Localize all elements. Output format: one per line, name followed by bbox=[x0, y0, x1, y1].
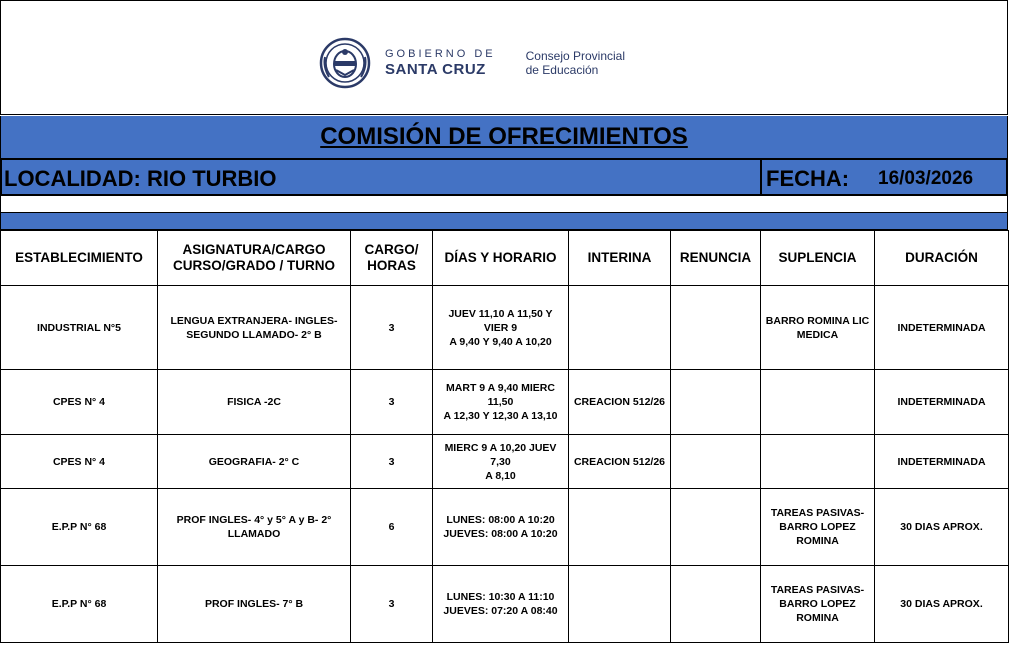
cell-suplencia-line2: BARRO LOPEZ bbox=[779, 521, 856, 533]
cell-suplencia bbox=[761, 489, 875, 566]
cell-suplencia-line3: ROMINA bbox=[796, 535, 839, 547]
santa-cruz-seal-icon bbox=[319, 37, 371, 89]
cell-establecimiento: CPES N° 4 bbox=[1, 435, 158, 489]
cell-duracion: INDETERMINADA bbox=[875, 435, 1009, 489]
fecha-box bbox=[760, 160, 1008, 194]
cell-asignatura bbox=[158, 286, 351, 370]
cell-suplencia-line1: TAREAS PASIVAS- bbox=[770, 584, 865, 596]
cell-duracion: INDETERMINADA bbox=[875, 286, 1009, 370]
localidad-label: LOCALIDAD: RIO TURBIO bbox=[4, 166, 277, 191]
cell-dias bbox=[433, 489, 569, 566]
cell-dias-line2: A 8,10 bbox=[485, 469, 516, 482]
cell-dias bbox=[433, 435, 569, 489]
col-header-cargo-line1: CARGO/ bbox=[364, 242, 419, 257]
cell-horas: 6 bbox=[351, 489, 433, 566]
consejo-line2: de Educación bbox=[525, 63, 599, 77]
cell-dias-line1: JUEV 11,10 A 11,50 Y VIER 9 bbox=[448, 307, 553, 334]
cell-dias-line1: MART 9 A 9,40 MIERC 11,50 bbox=[446, 382, 555, 408]
cell-horas: 3 bbox=[351, 435, 433, 489]
cell-suplencia-line3: ROMINA bbox=[796, 612, 839, 624]
cell-interina bbox=[569, 566, 671, 643]
table-row bbox=[1, 435, 1009, 489]
col-header-interina: INTERINA bbox=[569, 231, 671, 286]
cell-renuncia bbox=[671, 566, 761, 643]
table-row bbox=[1, 286, 1009, 370]
gobierno-line2: SANTA CRUZ bbox=[385, 61, 486, 78]
col-header-establecimiento: ESTABLECIMIENTO bbox=[1, 231, 158, 286]
cell-dias-line2: JUEVES: 07:20 A 08:40 bbox=[443, 605, 558, 617]
col-header-renuncia: RENUNCIA bbox=[671, 231, 761, 286]
gobierno-line1: GOBIERNO DE bbox=[385, 48, 496, 60]
cell-horas: 3 bbox=[351, 370, 433, 435]
title-band bbox=[0, 116, 1008, 158]
cell-interina: CREACION 512/26 bbox=[569, 370, 671, 435]
cell-asignatura-line2: SEGUNDO LLAMADO- 2° B bbox=[186, 328, 322, 341]
cell-dias bbox=[433, 566, 569, 643]
col-header-asignatura bbox=[158, 231, 351, 286]
cell-suplencia-line2: MEDICA bbox=[796, 328, 839, 341]
ofrecimientos-table bbox=[0, 230, 1009, 643]
col-header-dias: DÍAS Y HORARIO bbox=[433, 231, 569, 286]
cell-dias bbox=[433, 286, 569, 370]
page-title: COMISIÓN DE OFRECIMIENTOS bbox=[320, 123, 688, 150]
cell-duracion: INDETERMINADA bbox=[875, 370, 1009, 435]
col-header-cargo bbox=[351, 231, 433, 286]
cell-renuncia bbox=[671, 435, 761, 489]
table-row bbox=[1, 566, 1009, 643]
cell-establecimiento: CPES N° 4 bbox=[1, 370, 158, 435]
document-header bbox=[0, 0, 1008, 115]
cell-establecimiento: INDUSTRIAL N°5 bbox=[1, 286, 158, 370]
cell-asignatura-line1: GEOGRAFIA- 2° C bbox=[208, 455, 300, 468]
cell-suplencia bbox=[761, 435, 875, 489]
cell-dias-line2: A 9,40 Y 9,40 A 10,20 bbox=[449, 335, 552, 348]
cell-renuncia bbox=[671, 286, 761, 370]
cell-asignatura bbox=[158, 370, 351, 435]
consejo-wordmark bbox=[526, 49, 625, 77]
cell-suplencia-line1: TAREAS PASIVAS- bbox=[770, 507, 865, 519]
cell-interina: CREACION 512/26 bbox=[569, 435, 671, 489]
col-header-asignatura-line2: CURSO/GRADO / TURNO bbox=[173, 258, 335, 273]
cell-duracion: 30 DIAS APROX. bbox=[875, 489, 1009, 566]
cell-asignatura-line1: LENGUA EXTRANJERA- INGLES- bbox=[170, 314, 338, 327]
cell-asignatura-line1: PROF INGLES- 7° B bbox=[204, 598, 304, 610]
table-header-row bbox=[1, 231, 1009, 286]
cell-asignatura bbox=[158, 489, 351, 566]
cell-suplencia bbox=[761, 370, 875, 435]
spacer-row bbox=[0, 196, 1008, 212]
fecha-value: 16/03/2026 bbox=[878, 168, 974, 189]
cell-interina bbox=[569, 489, 671, 566]
col-header-cargo-line2: HORAS bbox=[367, 258, 416, 273]
cell-suplencia bbox=[761, 566, 875, 643]
cell-dias-line1: MIERC 9 A 10,20 JUEV 7,30 bbox=[444, 441, 557, 468]
cell-asignatura-line1: FISICA -2C bbox=[227, 396, 281, 408]
localidad-band bbox=[0, 158, 1008, 196]
cell-renuncia bbox=[671, 489, 761, 566]
cell-horas: 3 bbox=[351, 286, 433, 370]
cell-asignatura-line2: LLAMADO bbox=[227, 528, 281, 540]
cell-suplencia-line1: BARRO ROMINA LIC bbox=[765, 314, 870, 327]
cell-establecimiento: E.P.P N° 68 bbox=[1, 489, 158, 566]
cell-suplencia-line2: BARRO LOPEZ bbox=[779, 598, 856, 610]
cell-dias-line2: A 12,30 Y 12,30 A 13,10 bbox=[443, 410, 558, 422]
col-header-duracion: DURACIÓN bbox=[875, 231, 1009, 286]
table-row bbox=[1, 370, 1009, 435]
consejo-line1: Consejo Provincial bbox=[525, 49, 626, 63]
cell-dias-line2: JUEVES: 08:00 A 10:20 bbox=[443, 528, 558, 540]
logo-group bbox=[319, 37, 625, 89]
gobierno-wordmark bbox=[385, 49, 496, 77]
cell-suplencia bbox=[761, 286, 875, 370]
cell-asignatura bbox=[158, 435, 351, 489]
cell-dias bbox=[433, 370, 569, 435]
cell-asignatura bbox=[158, 566, 351, 643]
cell-interina bbox=[569, 286, 671, 370]
cell-horas: 3 bbox=[351, 566, 433, 643]
cell-asignatura-line1: PROF INGLES- 4° y 5° A y B- 2° bbox=[176, 514, 332, 526]
cell-establecimiento: E.P.P N° 68 bbox=[1, 566, 158, 643]
col-header-asignatura-line1: ASIGNATURA/CARGO bbox=[182, 242, 326, 257]
blue-stripe bbox=[0, 212, 1008, 230]
cell-renuncia bbox=[671, 370, 761, 435]
cell-duracion: 30 DIAS APROX. bbox=[875, 566, 1009, 643]
col-header-suplencia: SUPLENCIA bbox=[761, 231, 875, 286]
table-row bbox=[1, 489, 1009, 566]
fecha-label: FECHA: bbox=[766, 166, 850, 191]
cell-dias-line1: LUNES: 08:00 A 10:20 bbox=[446, 514, 555, 526]
cell-dias-line1: LUNES: 10:30 A 11:10 bbox=[446, 591, 555, 603]
